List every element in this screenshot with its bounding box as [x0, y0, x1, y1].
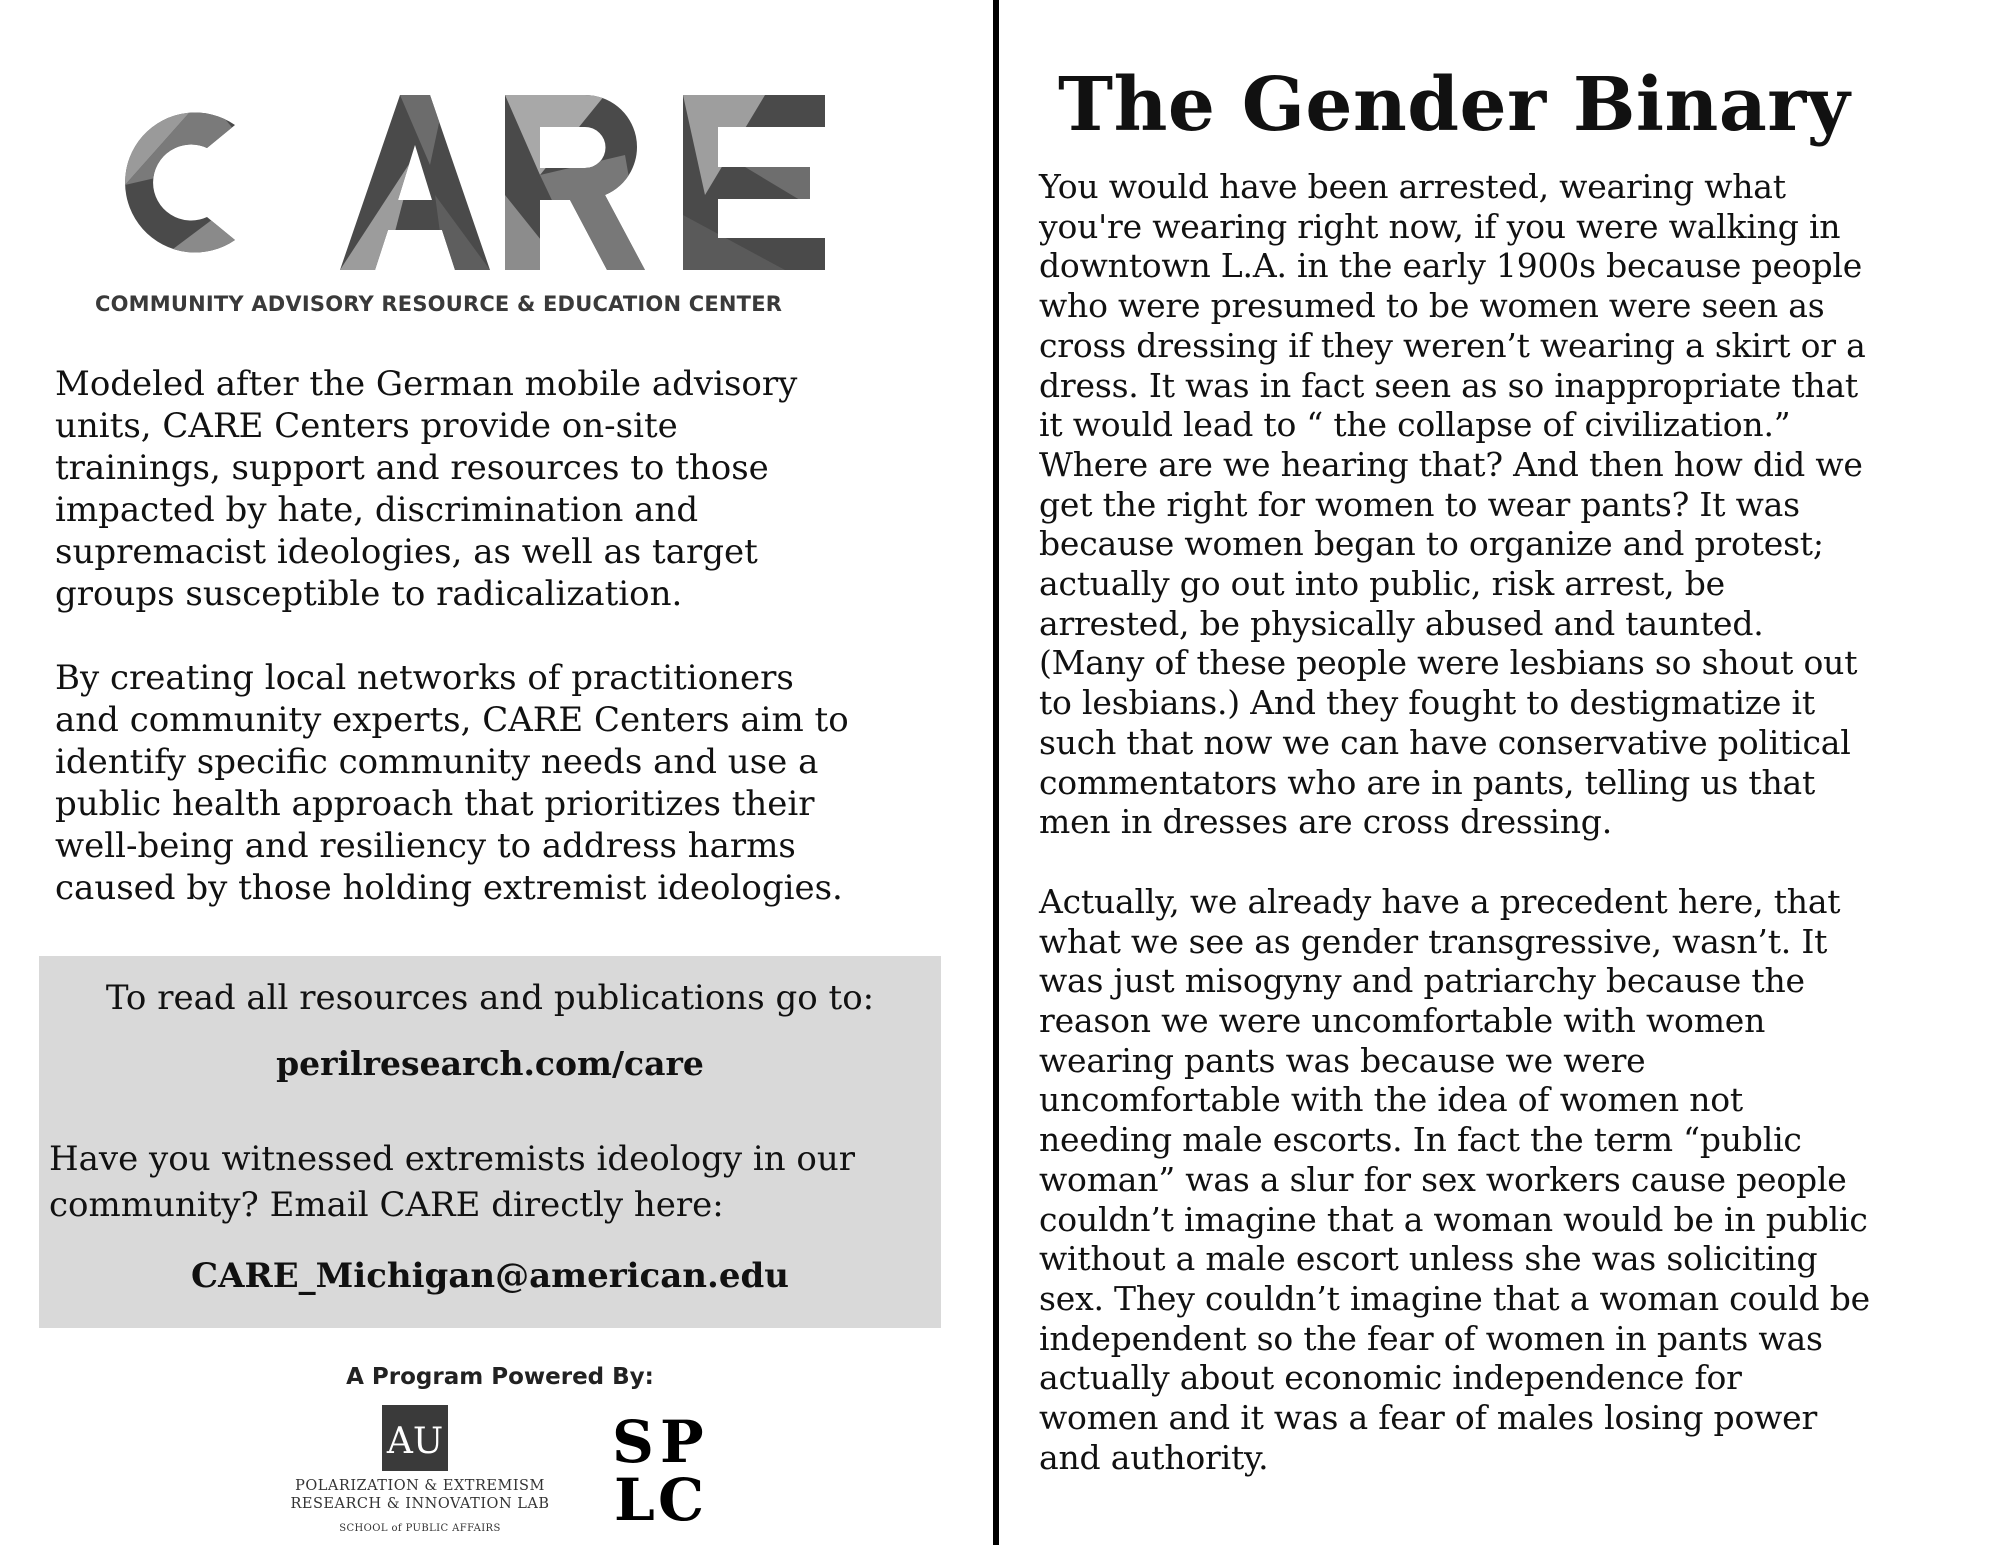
witness-prompt: Have you witnessed extremists ideology in our community? Email CARE directly here: — [49, 1139, 856, 1225]
au-logo-icon — [382, 1405, 448, 1471]
powered-by-label: A Program Powered By: — [346, 1364, 654, 1390]
intro-text — [55, 363, 945, 909]
resources-url-link[interactable]: perilresearch.com/care — [276, 1044, 704, 1083]
svg-text:L: L — [614, 1466, 655, 1525]
article-paragraph: You would have been arrested, wearing what you're wearing right now, if you were walking in downtown L.A. in the early 1900s because people who were presumed to be women were seen as cross dressing if they weren’t wearing a skirt or a dress. It was in fact seen as so inappropriate that it would lead to “ the collapse of civilization.” Where are we hearing that? And then how did we get the right for women to wear pants? It was because women began to organize and protest; actually go out into public, risk arrest, be arrested, be physically abused and taunted. (Many of these people were lesbians so shout out to lesbians.) And they fought to destigmatize it such that now we can have conservative political commentators who are in pants, telling us that men in dresses are cross dressing. — [1039, 167, 1866, 842]
read-resources-prompt: To read all resources and publications go to: — [105, 978, 875, 1018]
lab-name-line1: POLARIZATION & EXTREMISM — [295, 1478, 545, 1494]
school-name: SCHOOL of PUBLIC AFFAIRS — [339, 1523, 501, 1534]
intro-paragraph: Modeled after the German mobile advisory units, CARE Centers provide on-site trainings, support and resources to those impacted by hate, discrimination and supremacist ideologies, as well as target groups susceptible to radicalization. — [55, 364, 798, 614]
care-logo-subtitle: COMMUNITY ADVISORY RESOURCE & EDUCATION CENTER — [95, 292, 783, 316]
lab-name-line2: RESEARCH & INNOVATION LAB — [290, 1496, 550, 1512]
center-divider — [993, 0, 999, 1545]
au-monogram: AU — [386, 1421, 444, 1462]
article-paragraph: Actually, we already have a precedent here, that what we see as gender transgressive, wasn’t. It was just misogyny and patriarchy because the reason we were uncomfortable with women wearing pants was because we were uncomfortable with the idea of women not needing male escorts. In fact the term “public woman” was a slur for sex workers cause people couldn’t imagine that a woman would be in public without a male escort unless she was soliciting sex. They couldn’t imagine that a woman could be independent so the fear of women in pants was actually about economic independence for women and it was a fear of males losing power and authority. — [1039, 881, 1870, 1477]
care-logo — [85, 95, 825, 270]
svg-text:S: S — [612, 1410, 654, 1476]
contact-email-link[interactable]: CARE_Michigan@american.edu — [191, 1256, 789, 1296]
right-panel — [1000, 0, 2000, 1545]
left-panel — [0, 0, 990, 1545]
svg-text:P: P — [660, 1410, 704, 1476]
svg-text:C: C — [658, 1466, 705, 1525]
article-title: The Gender Binary — [1058, 62, 1851, 148]
resource-box — [39, 956, 941, 1328]
splc-logo-icon — [610, 1410, 720, 1525]
article-body — [1039, 167, 1994, 1478]
intro-paragraph: By creating local networks of practitioners and community experts, CARE Centers aim to identify specific community needs and use a public health approach that prioritizes their well-being and resiliency to address harms caused by those holding extremist ideologies. — [55, 658, 849, 908]
